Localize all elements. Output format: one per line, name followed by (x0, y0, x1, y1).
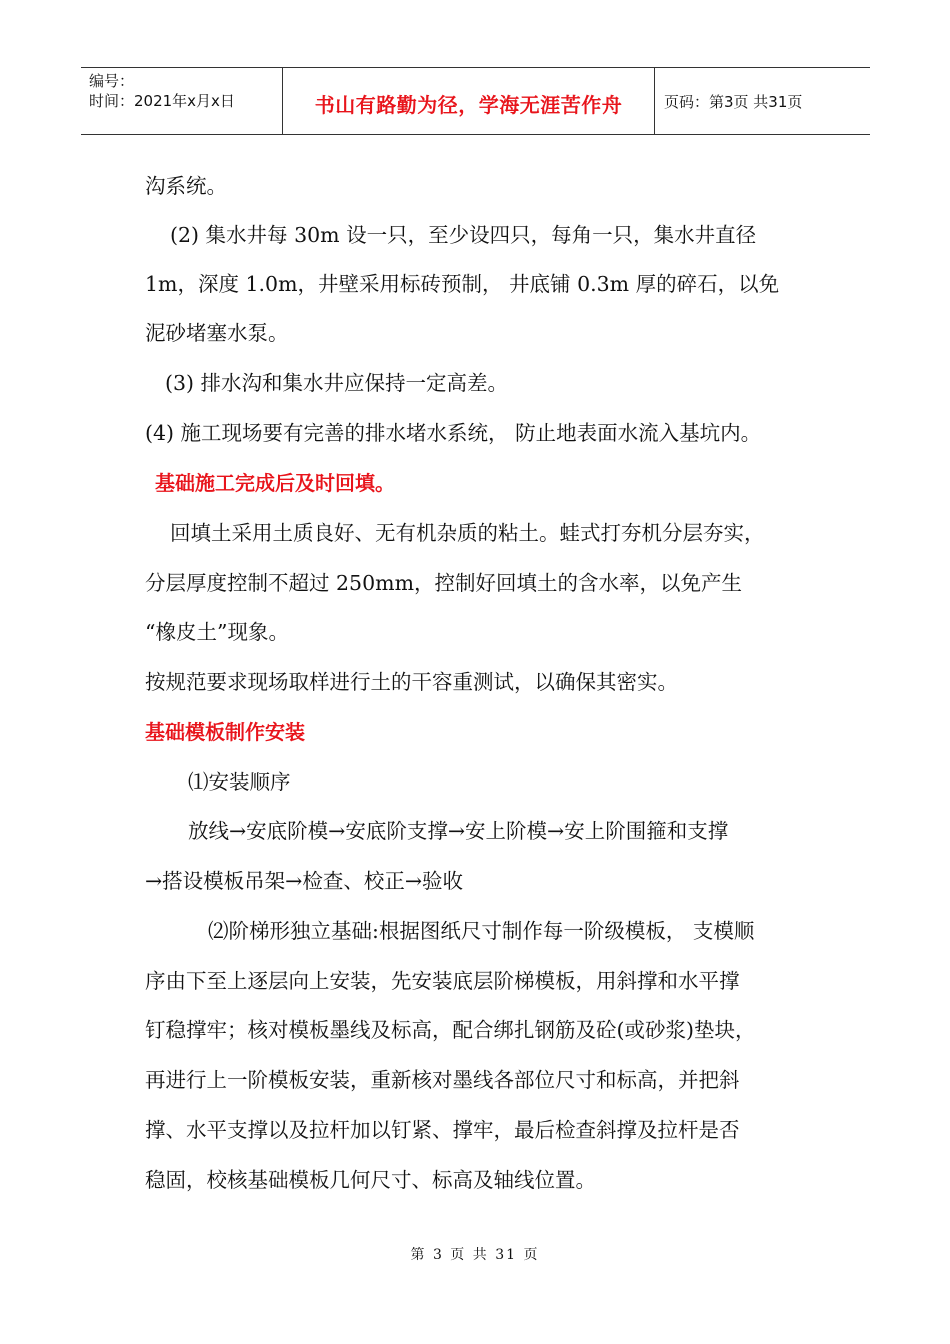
page-header (81, 67, 870, 135)
section-heading-backfill: 基础施工完成后及时回填。 (155, 471, 395, 495)
header-info-cell (81, 68, 283, 134)
body-line: (3) 排水沟和集水井应保持一定高差。 (165, 371, 509, 395)
body-line: (2) 集水井每 30m 设一只，至少设四只，每角一只，集水井直径 (170, 223, 757, 247)
body-line: 按规范要求现场取样进行土的干容重测试，以确保其密实。 (145, 670, 678, 694)
body-line: ⑴安装顺序 (188, 770, 291, 794)
body-line: “橡皮土”现象。 (145, 620, 289, 644)
body-line: 沟系统。 (145, 174, 227, 198)
body-line: 放线→安底阶模→安底阶支撑→安上阶模→安上阶围箍和支撑 (188, 819, 729, 843)
body-line: 钉稳撑牢；核对模板墨线及标高，配合绑扎钢筋及砼(或砂浆)垫块， (145, 1018, 756, 1042)
page-number-label: 页码：第3页 共31页 (664, 92, 803, 111)
body-line: 泥砂堵塞水泵。 (145, 321, 289, 345)
motto-text: 书山有路勤为径，学海无涯苦作舟 (314, 92, 623, 117)
body-line: ⑵阶梯形独立基础:根据图纸尺寸制作每一阶级模板， 支模顺 (208, 919, 755, 943)
header-page-cell (655, 68, 870, 134)
section-heading-formwork: 基础模板制作安装 (145, 720, 305, 744)
body-line: 稳固，校核基础模板几何尺寸、标高及轴线位置。 (145, 1168, 596, 1192)
body-line: 撑、水平支撑以及拉杆加以钉紧、撑牢，最后检查斜撑及拉杆是否 (145, 1118, 740, 1142)
body-line: 再进行上一阶模板安装，重新核对墨线各部位尺寸和标高，并把斜 (145, 1068, 740, 1092)
body-line: 序由下至上逐层向上安装，先安装底层阶梯模板，用斜撑和水平撑 (145, 969, 740, 993)
page-footer: 第 3 页 共 31 页 (410, 1247, 540, 1263)
header-motto-cell (283, 68, 655, 134)
date-label: 时间：2021年x月x日 (89, 92, 235, 110)
body-line: 1m，深度 1.0m，井壁采用标砖预制， 井底铺 0.3m 厚的碎石，以免 (145, 272, 780, 296)
body-line: →搭设模板吊架→检查、校正→验收 (145, 869, 464, 893)
body-line: 回填土采用土质良好、无有机杂质的粘土。蛙式打夯机分层夯实， (170, 521, 765, 545)
body-line: 分层厚度控制不超过 250mm，控制好回填土的含水率，以免产生 (145, 571, 743, 595)
serial-number-label: 编号： (89, 72, 135, 90)
body-line: (4) 施工现场要有完善的排水堵水系统， 防止地表面水流入基坑内。 (145, 421, 762, 445)
